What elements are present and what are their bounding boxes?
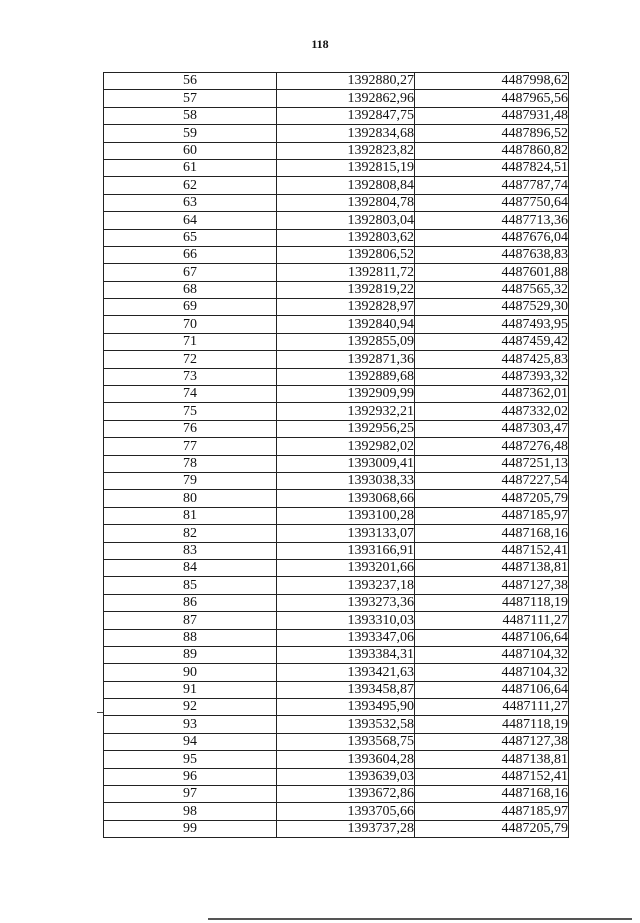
- page-number: 118: [311, 37, 329, 51]
- x-coordinate-cell: 1393672,86: [277, 786, 415, 803]
- table-row: [104, 107, 569, 124]
- y-coordinate-cell: 4487118,19: [415, 716, 569, 733]
- x-coordinate-cell: 1393038,33: [277, 472, 415, 489]
- x-coordinate-cell: 1393604,28: [277, 751, 415, 768]
- table-row: [104, 246, 569, 263]
- point-number-cell: 96: [104, 768, 277, 785]
- table-row: [104, 420, 569, 437]
- x-coordinate-cell: 1392956,25: [277, 420, 415, 437]
- y-coordinate-cell: 4487998,62: [415, 73, 569, 90]
- y-coordinate-cell: 4487425,83: [415, 351, 569, 368]
- x-coordinate-cell: 1392823,82: [277, 142, 415, 159]
- table-row: [104, 733, 569, 750]
- y-coordinate-cell: 4487965,56: [415, 90, 569, 107]
- y-coordinate-cell: 4487251,13: [415, 455, 569, 472]
- y-coordinate-cell: 4487713,36: [415, 212, 569, 229]
- point-number-cell: 85: [104, 577, 277, 594]
- point-number-cell: 88: [104, 629, 277, 646]
- table-row: [104, 629, 569, 646]
- y-coordinate-cell: 4487896,52: [415, 125, 569, 142]
- x-coordinate-cell: 1392803,62: [277, 229, 415, 246]
- x-coordinate-cell: 1392932,21: [277, 403, 415, 420]
- point-number-cell: 80: [104, 490, 277, 507]
- point-number-cell: 66: [104, 246, 277, 263]
- point-number-cell: 68: [104, 281, 277, 298]
- table-row: [104, 438, 569, 455]
- x-coordinate-cell: 1392834,68: [277, 125, 415, 142]
- table-row: [104, 525, 569, 542]
- scan-mark: [97, 712, 103, 713]
- point-number-cell: 69: [104, 299, 277, 316]
- point-number-cell: 84: [104, 559, 277, 576]
- y-coordinate-cell: 4487138,81: [415, 751, 569, 768]
- table-row: [104, 472, 569, 489]
- y-coordinate-cell: 4487931,48: [415, 107, 569, 124]
- y-coordinate-cell: 4487750,64: [415, 194, 569, 211]
- point-number-cell: 57: [104, 90, 277, 107]
- y-coordinate-cell: 4487127,38: [415, 733, 569, 750]
- table-row: [104, 542, 569, 559]
- point-number-cell: 61: [104, 159, 277, 176]
- x-coordinate-cell: 1392819,22: [277, 281, 415, 298]
- x-coordinate-cell: 1393347,06: [277, 629, 415, 646]
- y-coordinate-cell: 4487493,95: [415, 316, 569, 333]
- x-coordinate-cell: 1393310,03: [277, 612, 415, 629]
- y-coordinate-cell: 4487106,64: [415, 681, 569, 698]
- y-coordinate-cell: 4487118,19: [415, 594, 569, 611]
- y-coordinate-cell: 4487152,41: [415, 768, 569, 785]
- y-coordinate-cell: 4487106,64: [415, 629, 569, 646]
- table-row: [104, 159, 569, 176]
- table-row: [104, 490, 569, 507]
- point-number-cell: 65: [104, 229, 277, 246]
- coordinates-table-body: [104, 73, 569, 838]
- point-number-cell: 90: [104, 664, 277, 681]
- y-coordinate-cell: 4487185,97: [415, 803, 569, 820]
- table-row: [104, 768, 569, 785]
- x-coordinate-cell: 1392803,04: [277, 212, 415, 229]
- x-coordinate-cell: 1392862,96: [277, 90, 415, 107]
- y-coordinate-cell: 4487393,32: [415, 368, 569, 385]
- y-coordinate-cell: 4487362,01: [415, 386, 569, 403]
- x-coordinate-cell: 1393133,07: [277, 525, 415, 542]
- x-coordinate-cell: 1393201,66: [277, 559, 415, 576]
- point-number-cell: 74: [104, 386, 277, 403]
- table-row: [104, 507, 569, 524]
- x-coordinate-cell: 1392808,84: [277, 177, 415, 194]
- x-coordinate-cell: 1392815,19: [277, 159, 415, 176]
- y-coordinate-cell: 4487168,16: [415, 525, 569, 542]
- x-coordinate-cell: 1392982,02: [277, 438, 415, 455]
- table-row: [104, 716, 569, 733]
- x-coordinate-cell: 1393068,66: [277, 490, 415, 507]
- table-row: [104, 177, 569, 194]
- table-row: [104, 333, 569, 350]
- table-row: [104, 577, 569, 594]
- x-coordinate-cell: 1393100,28: [277, 507, 415, 524]
- point-number-cell: 79: [104, 472, 277, 489]
- table-row: [104, 786, 569, 803]
- table-row: [104, 299, 569, 316]
- x-coordinate-cell: 1393458,87: [277, 681, 415, 698]
- y-coordinate-cell: 4487227,54: [415, 472, 569, 489]
- x-coordinate-cell: 1393237,18: [277, 577, 415, 594]
- table-row: [104, 368, 569, 385]
- y-coordinate-cell: 4487638,83: [415, 246, 569, 263]
- table-row: [104, 612, 569, 629]
- y-coordinate-cell: 4487860,82: [415, 142, 569, 159]
- table-row: [104, 281, 569, 298]
- point-number-cell: 73: [104, 368, 277, 385]
- y-coordinate-cell: 4487459,42: [415, 333, 569, 350]
- table-row: [104, 820, 569, 837]
- y-coordinate-cell: 4487824,51: [415, 159, 569, 176]
- x-coordinate-cell: 1392804,78: [277, 194, 415, 211]
- point-number-cell: 76: [104, 420, 277, 437]
- table-row: [104, 559, 569, 576]
- table-row: [104, 351, 569, 368]
- point-number-cell: 67: [104, 264, 277, 281]
- point-number-cell: 94: [104, 733, 277, 750]
- point-number-cell: 63: [104, 194, 277, 211]
- point-number-cell: 60: [104, 142, 277, 159]
- y-coordinate-cell: 4487205,79: [415, 820, 569, 837]
- point-number-cell: 86: [104, 594, 277, 611]
- point-number-cell: 95: [104, 751, 277, 768]
- x-coordinate-cell: 1393495,90: [277, 699, 415, 716]
- x-coordinate-cell: 1392889,68: [277, 368, 415, 385]
- point-number-cell: 97: [104, 786, 277, 803]
- table-row: [104, 646, 569, 663]
- point-number-cell: 71: [104, 333, 277, 350]
- coordinates-table: [103, 72, 569, 838]
- point-number-cell: 72: [104, 351, 277, 368]
- table-row: [104, 699, 569, 716]
- table-row: [104, 455, 569, 472]
- table-row: [104, 90, 569, 107]
- table-row: [104, 264, 569, 281]
- table-row: [104, 316, 569, 333]
- x-coordinate-cell: 1393384,31: [277, 646, 415, 663]
- y-coordinate-cell: 4487104,32: [415, 646, 569, 663]
- x-coordinate-cell: 1392847,75: [277, 107, 415, 124]
- y-coordinate-cell: 4487104,32: [415, 664, 569, 681]
- table-row: [104, 73, 569, 90]
- x-coordinate-cell: 1393568,75: [277, 733, 415, 750]
- x-coordinate-cell: 1393421,63: [277, 664, 415, 681]
- y-coordinate-cell: 4487332,02: [415, 403, 569, 420]
- table-row: [104, 212, 569, 229]
- y-coordinate-cell: 4487138,81: [415, 559, 569, 576]
- table-row: [104, 664, 569, 681]
- y-coordinate-cell: 4487111,27: [415, 699, 569, 716]
- x-coordinate-cell: 1393737,28: [277, 820, 415, 837]
- point-number-cell: 75: [104, 403, 277, 420]
- table-row: [104, 229, 569, 246]
- point-number-cell: 92: [104, 699, 277, 716]
- y-coordinate-cell: 4487152,41: [415, 542, 569, 559]
- point-number-cell: 98: [104, 803, 277, 820]
- table-row: [104, 125, 569, 142]
- y-coordinate-cell: 4487111,27: [415, 612, 569, 629]
- y-coordinate-cell: 4487601,88: [415, 264, 569, 281]
- point-number-cell: 89: [104, 646, 277, 663]
- table-row: [104, 594, 569, 611]
- point-number-cell: 82: [104, 525, 277, 542]
- x-coordinate-cell: 1393166,91: [277, 542, 415, 559]
- point-number-cell: 64: [104, 212, 277, 229]
- x-coordinate-cell: 1392840,94: [277, 316, 415, 333]
- point-number-cell: 56: [104, 73, 277, 90]
- table-row: [104, 681, 569, 698]
- x-coordinate-cell: 1393639,03: [277, 768, 415, 785]
- x-coordinate-cell: 1392880,27: [277, 73, 415, 90]
- table-row: [104, 803, 569, 820]
- table-row: [104, 142, 569, 159]
- x-coordinate-cell: 1393273,36: [277, 594, 415, 611]
- x-coordinate-cell: 1393705,66: [277, 803, 415, 820]
- x-coordinate-cell: 1393009,41: [277, 455, 415, 472]
- y-coordinate-cell: 4487565,32: [415, 281, 569, 298]
- point-number-cell: 62: [104, 177, 277, 194]
- y-coordinate-cell: 4487529,30: [415, 299, 569, 316]
- point-number-cell: 87: [104, 612, 277, 629]
- point-number-cell: 91: [104, 681, 277, 698]
- table-row: [104, 194, 569, 211]
- y-coordinate-cell: 4487787,74: [415, 177, 569, 194]
- x-coordinate-cell: 1392855,09: [277, 333, 415, 350]
- y-coordinate-cell: 4487303,47: [415, 420, 569, 437]
- table-row: [104, 386, 569, 403]
- x-coordinate-cell: 1392811,72: [277, 264, 415, 281]
- point-number-cell: 81: [104, 507, 277, 524]
- x-coordinate-cell: 1392909,99: [277, 386, 415, 403]
- page-bottom-edge: [208, 918, 632, 920]
- point-number-cell: 83: [104, 542, 277, 559]
- x-coordinate-cell: 1392828,97: [277, 299, 415, 316]
- table-row: [104, 751, 569, 768]
- x-coordinate-cell: 1393532,58: [277, 716, 415, 733]
- point-number-cell: 93: [104, 716, 277, 733]
- y-coordinate-cell: 4487185,97: [415, 507, 569, 524]
- point-number-cell: 58: [104, 107, 277, 124]
- point-number-cell: 59: [104, 125, 277, 142]
- y-coordinate-cell: 4487205,79: [415, 490, 569, 507]
- point-number-cell: 77: [104, 438, 277, 455]
- x-coordinate-cell: 1392806,52: [277, 246, 415, 263]
- x-coordinate-cell: 1392871,36: [277, 351, 415, 368]
- point-number-cell: 99: [104, 820, 277, 837]
- point-number-cell: 78: [104, 455, 277, 472]
- table-row: [104, 403, 569, 420]
- point-number-cell: 70: [104, 316, 277, 333]
- y-coordinate-cell: 4487276,48: [415, 438, 569, 455]
- y-coordinate-cell: 4487676,04: [415, 229, 569, 246]
- y-coordinate-cell: 4487168,16: [415, 786, 569, 803]
- y-coordinate-cell: 4487127,38: [415, 577, 569, 594]
